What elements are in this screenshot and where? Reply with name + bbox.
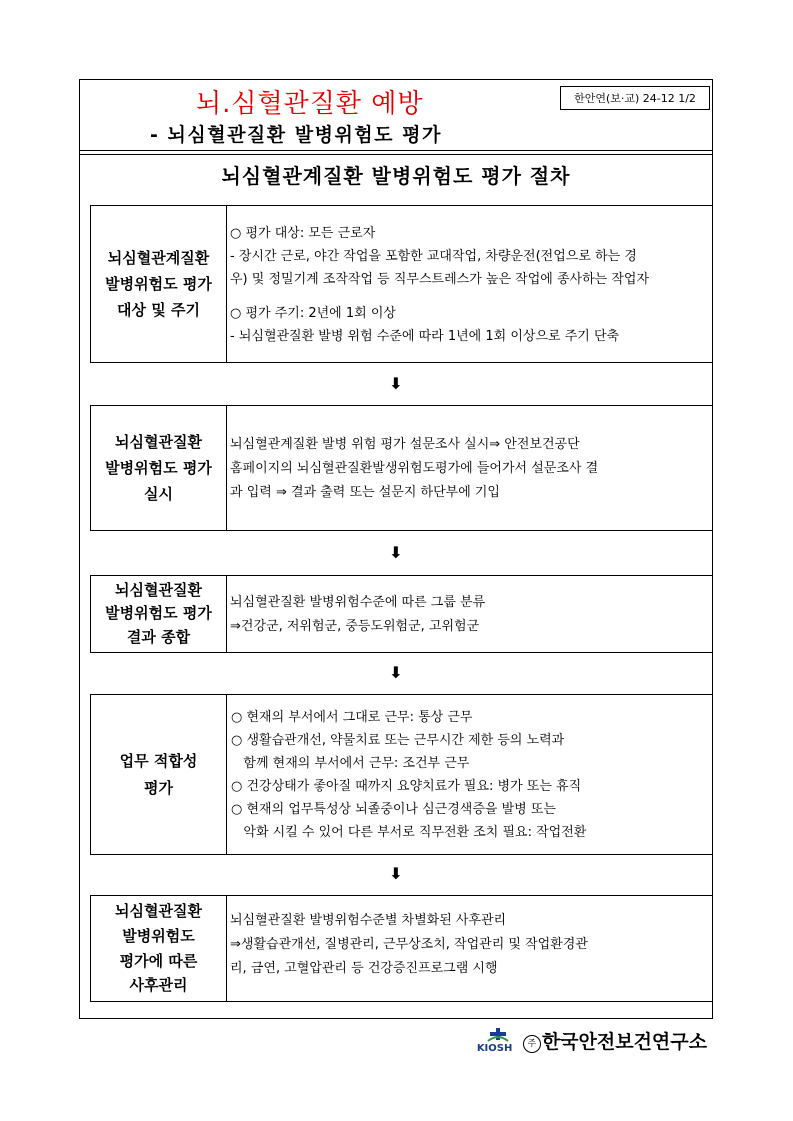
body-line: 리, 금연, 고혈압관리 등 건강증진프로그램 시행 [230,961,498,976]
body-line: 함께 현재의 부서에서 근무: 조건부 근무 [231,755,470,771]
down-arrow-icon: ⬇ [389,374,403,393]
body-line: 과 입력 ⇒ 결과 출력 또는 설문지 하단부에 기입 [230,485,500,500]
down-arrow-icon: ⬇ [389,543,403,562]
body-line: 뇌심혈관질환 발병위험수준에 따른 그룹 분류 [230,594,486,610]
step-work-fitness [90,694,713,855]
kiosh-logo [477,1028,521,1054]
procedure-title: 뇌심혈관계질환 발병위험도 평가 절차 [221,164,571,188]
down-arrow-icon: ⬇ [389,663,403,682]
step-label-line: 대상 및 주기 [117,301,200,320]
footer [477,1027,707,1054]
step-body [227,695,712,854]
body-line: 뇌심혈관질환 발병위험수준별 차별화된 사후관리 [230,913,507,928]
org-name-text: 한국안전보건연구소 [541,1031,707,1053]
body-line: 홈페이지의 뇌심혈관질환발생위험도평가에 들어가서 설문조사 결 [230,461,599,476]
step-label [91,695,227,854]
main-title: 뇌.심혈관질환 예방 [196,89,424,119]
step-label-line: 뇌심혈관질환 [115,902,202,920]
body-line: 뇌심혈관계질환 발병 위험 평가 설문조사 실시⇒ 안전보건공단 [230,437,580,452]
body-line: 우) 및 정밀기계 조작작업 등 직무스트레스가 높은 작업에 종사하는 작업자 [230,272,650,287]
organization-name [523,1027,707,1054]
step-body [227,406,712,530]
sub-title: - 뇌심혈관질환 발병위험도 평가 [150,124,442,146]
logo-text: KIOSH [476,1042,513,1054]
step-target-and-cycle [90,205,713,363]
body-line: 악화 시킬 수 있어 다른 부서로 직무전환 조치 필요: 작업전환 [231,824,587,840]
step-body [227,206,712,362]
body-line: ○ 건강상태가 좋아질 때까지 요양치료가 필요: 병가 또는 휴직 [231,778,582,794]
body-line: ⇒생활습관개선, 질병관리, 근무상조치, 작업관리 및 작업환경관 [230,937,588,952]
org-prefix-badge: 주 [523,1035,541,1053]
step-label-line: 결과 종합 [126,627,191,646]
step-label-line: 실시 [144,485,173,504]
body-line: ○ 생활습관개선, 약물치료 또는 근무시간 제한 등의 노력과 [231,732,565,748]
step-label-line: 발병위험도 [122,926,195,945]
step-label-line: 발병위험도 평가 [105,604,212,623]
header-separator [79,150,713,155]
step-label-line: 발병위험도 평가 [105,274,212,293]
kiosh-logo-mark-icon [487,1028,509,1042]
step-body [227,576,712,652]
step-follow-up-management [90,895,713,1002]
step-label [91,576,227,652]
step-label-line: 평가에 따른 [119,951,198,970]
step-label [91,406,227,530]
step-conduct-assessment [90,405,713,531]
body-line: ○ 평가 대상: 모든 근로자 [230,226,376,241]
step-label [91,896,227,1001]
step-label-line: 업무 적합성 [119,752,198,771]
step-label-line: 발병위험도 평가 [105,458,212,477]
body-line: ○ 평가 주기: 2년에 1회 이상 [230,306,396,321]
document-code: 한안연(보·교) 24-12 1/2 [560,86,710,110]
step-body [227,896,712,1001]
body-line: - 장시간 근로, 야간 작업을 포함한 교대작업, 차량운전(전업으로 하는 경 [230,249,637,264]
step-label-line: 뇌심혈관질환 [115,581,202,600]
step-label-line: 평가 [144,778,173,797]
body-line: - 뇌심혈관질환 발병 위험 수준에 따라 1년에 1회 이상으로 주기 단축 [230,329,620,344]
step-label-line: 뇌심혈관계질환 [107,248,210,267]
step-label [91,206,227,362]
step-label-line: 사후관리 [129,976,188,995]
step-result-summary [90,575,713,653]
body-line: ○ 현재의 부서에서 그대로 근무: 통상 근무 [231,709,473,725]
down-arrow-icon: ⬇ [389,864,403,883]
body-line: ⇒건강군, 저위험군, 중등도위험군, 고위험군 [230,618,480,634]
body-line: ○ 현재의 업무특성상 뇌졸중이나 심근경색증을 발병 또는 [231,801,556,817]
step-label-line: 뇌심혈관질환 [115,432,202,451]
